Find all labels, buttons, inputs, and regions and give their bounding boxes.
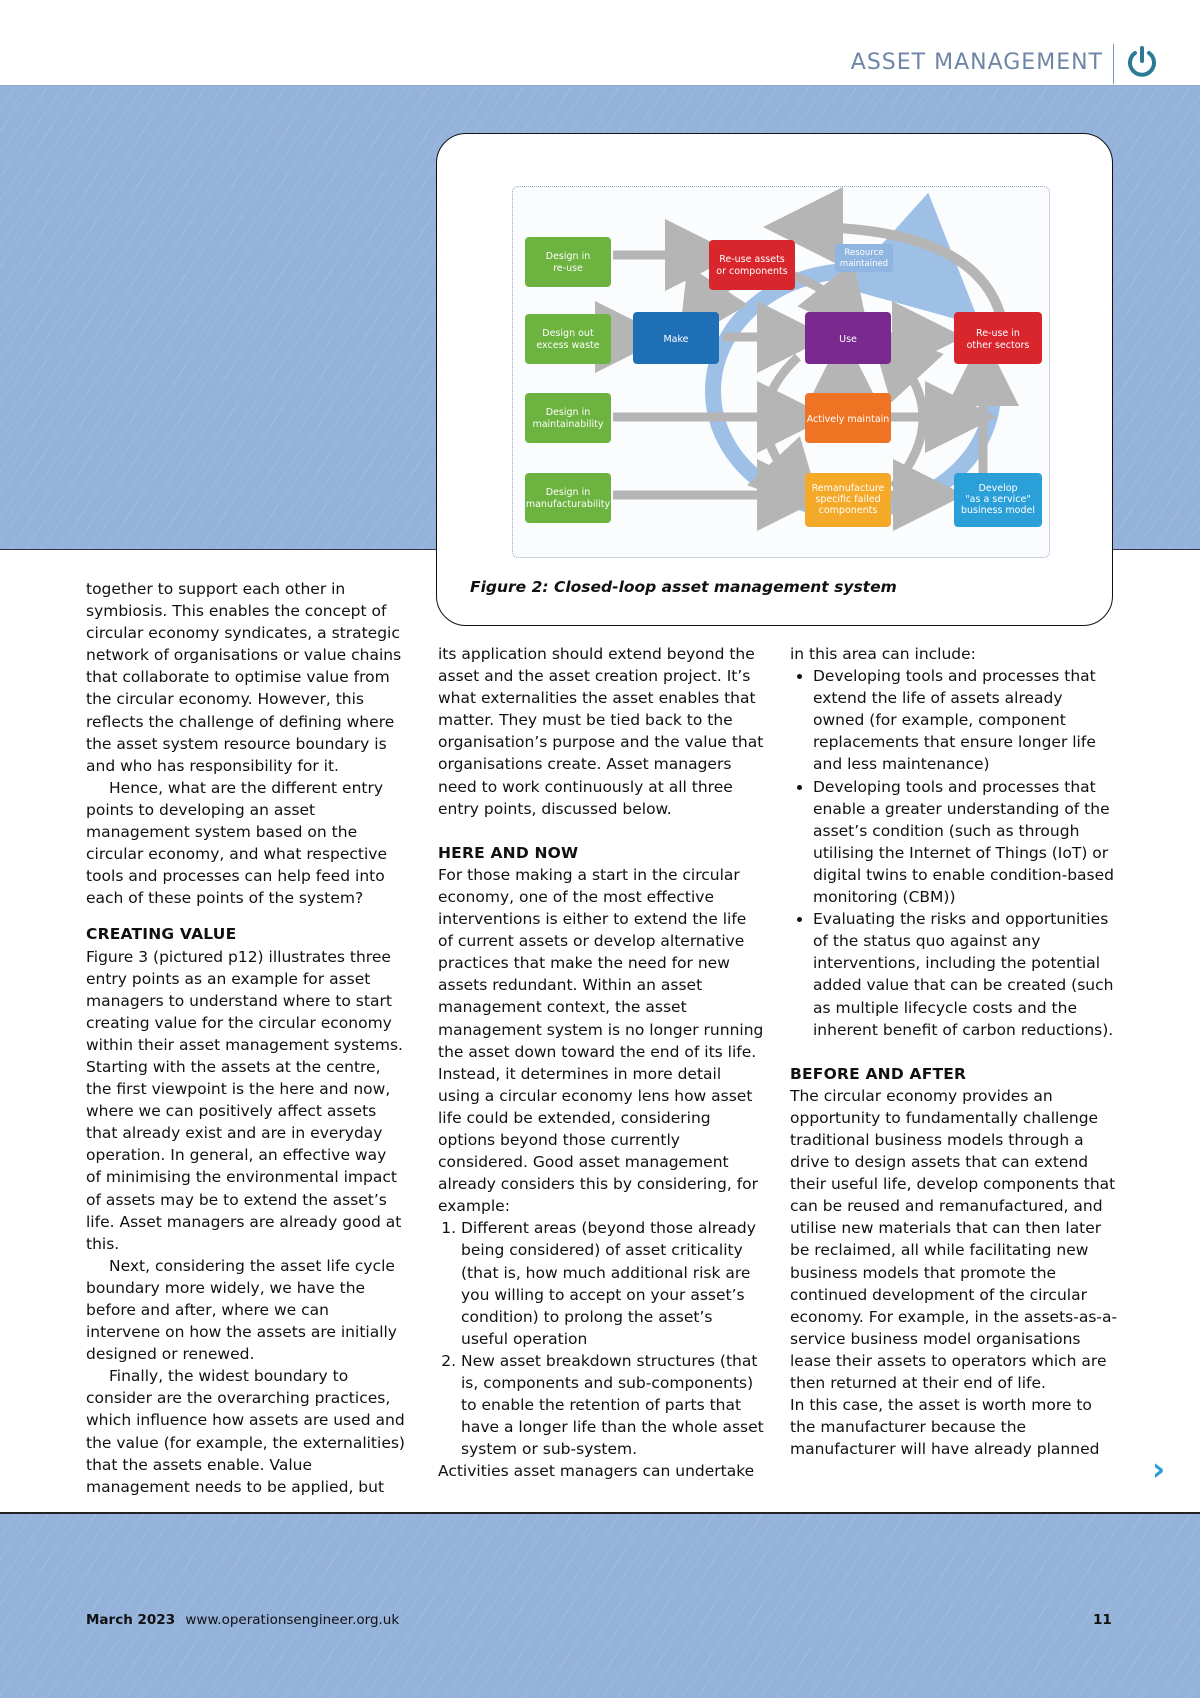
- list-item: • Developing tools and processes that enable a greater understanding of the asset’s condition (such as through utilising the Internet of Things (IoT) or digital twins to enable condition-based monitoring (CBM)): [813, 776, 1118, 909]
- svg-text:or components: or components: [716, 266, 788, 277]
- list-item: 1. Different areas (beyond those already being considered) of asset criticality (that is, how much additional risk are you willing to accept on your asset’s condition) to prolong the asset’s useful operation: [461, 1217, 764, 1350]
- paragraph: In this case, the asset is worth more to the manufacturer because the manufacturer will have already planned: [790, 1396, 1100, 1459]
- svg-text:other sectors: other sectors: [966, 340, 1030, 351]
- svg-text:Use: Use: [839, 334, 857, 345]
- node-remanufacture: [805, 473, 891, 527]
- section-heading: BEFORE AND AFTER: [790, 1064, 967, 1083]
- bullet-list: [790, 665, 1118, 1041]
- page-number: 11: [1093, 1612, 1112, 1628]
- svg-text:Design in: Design in: [545, 407, 591, 418]
- svg-text:Design out: Design out: [542, 328, 594, 339]
- node-design-waste: [525, 314, 611, 364]
- list-item: • Evaluating the risks and opportunities of the status quo against any interventions, including the potential added value that can be created (such as multiple lifecycle costs and the inherent benefit of carbon reductions).: [813, 908, 1118, 1041]
- svg-text:Re-use in: Re-use in: [976, 328, 1020, 339]
- svg-text:maintainability: maintainability: [532, 419, 604, 430]
- node-resource-maintained: [835, 244, 893, 272]
- diagram-svg: [513, 187, 1051, 559]
- svg-text:Make: Make: [663, 334, 689, 345]
- svg-text:Re-use assets: Re-use assets: [719, 254, 785, 265]
- footer: [86, 1612, 399, 1628]
- closed-loop-diagram: [512, 186, 1050, 558]
- header-divider: [1113, 44, 1114, 84]
- section-heading: HERE AND NOW: [438, 843, 579, 862]
- svg-text:components: components: [818, 505, 878, 516]
- power-icon: [1124, 44, 1160, 80]
- svg-text:Resource: Resource: [844, 248, 884, 258]
- paragraph: together to support each other in symbiosis. This enables the concept of circular economy syndicates, a strategic network of organisations or value chains that collaborate to optimise value from the circular economy. However, this reflects the challenge of defining where the asset system resource boundary is and who has responsibility for it.: [86, 580, 402, 775]
- figure-card: [436, 133, 1113, 626]
- node-actively-maintain: [805, 393, 891, 443]
- svg-text:"as a service": "as a service": [965, 494, 1031, 505]
- svg-text:maintained: maintained: [839, 259, 889, 269]
- paragraph: The circular economy provides an opportunity to fundamentally challenge traditional business models through a drive to design assets that can extend their useful life, develop components that can be reused and remanufactured, and utilise new materials that can then later be reclaimed, all while facilitating new business models that promote the continued development of the circular economy. For example, in the assets-as-a-service business model organisations lease their assets to operators which are then returned at their end of life.: [790, 1086, 1118, 1392]
- svg-text:Design in: Design in: [545, 251, 591, 262]
- paragraph: For those making a start in the circular economy, one of the most effective interventions is either to extend the life of current assets or develop alternative practices that make the need for new assets redundant. Within an asset management context, the asset management system is no longer running the asset down toward the end of its life. Instead, it determines in more detail using a circular economy lens how asset life could be extended, considering options beyond those currently considered. Good asset management already considers this by considering, for example:: [438, 865, 764, 1216]
- svg-text:business model: business model: [960, 505, 1036, 516]
- svg-text:re-use: re-use: [553, 263, 583, 274]
- text-column-2: [438, 643, 764, 1482]
- section-title: ASSET MANAGEMENT: [850, 50, 1103, 75]
- paragraph: Figure 3 (pictured p12) illustrates three entry points as an example for asset managers to understand where to start creating value for the circular economy within their asset management systems. Starting with the assets at the centre, the first viewpoint is the here and now, where we can positively affect assets that already exist and are in everyday operation. In general, an effective way of minimising the environmental impact of assets may be to extend the asset’s life. Asset managers are already good at this.: [86, 947, 403, 1253]
- figure-caption: Figure 2: Closed-loop asset management system: [470, 578, 897, 596]
- node-use: [805, 312, 891, 364]
- paragraph: Next, considering the asset life cycle boundary more widely, we have the before and after, where we can intervene on how the assets are initially designed or renewed.: [86, 1256, 397, 1364]
- svg-text:Actively maintain: Actively maintain: [806, 414, 890, 425]
- svg-text:Remanufacture: Remanufacture: [811, 483, 885, 494]
- paragraph: Finally, the widest boundary to consider are the overarching practices, which influence how assets are used and the value (for example, the externalities) that the assets enable. Value management needs to be applied, but: [86, 1367, 405, 1496]
- node-reuse-sectors: [954, 312, 1042, 364]
- list-item: • Developing tools and processes that extend the life of assets already owned (for example, component replacements that ensure longer life and less maintenance): [813, 665, 1118, 775]
- svg-text:Develop: Develop: [978, 483, 1018, 494]
- text-column-3: [790, 643, 1118, 1460]
- chevron-right-icon[interactable]: ›: [1152, 1450, 1166, 1488]
- issue-date: March 2023: [86, 1612, 176, 1628]
- node-make: [633, 312, 719, 364]
- website-link[interactable]: www.operationsengineer.org.uk: [185, 1612, 400, 1628]
- paragraph: its application should extend beyond the asset and the asset creation project. It’s what externalities the asset enables that matter. They must be tied back to the organisation’s purpose and the value that organisations create. Asset managers need to work continuously at all three entry points, discussed below.: [438, 645, 764, 818]
- page-header: [0, 0, 1200, 86]
- node-develop-service: [954, 473, 1042, 527]
- paragraph: Hence, what are the different entry points to developing an asset management system based on the circular economy, and what respective tools and processes can help feed into each of these points of the system?: [86, 778, 388, 908]
- section-heading: CREATING VALUE: [86, 925, 237, 944]
- svg-text:specific failed: specific failed: [815, 494, 881, 505]
- svg-text:excess waste: excess waste: [536, 340, 600, 351]
- node-design-reuse: [525, 237, 611, 287]
- paragraph: in this area can include:: [790, 645, 976, 663]
- svg-text:manufacturability: manufacturability: [525, 499, 611, 510]
- node-reuse-assets: [709, 240, 795, 290]
- text-column-1: [86, 578, 406, 1498]
- numbered-list: [438, 1217, 764, 1460]
- paragraph: Activities asset managers can undertake: [438, 1462, 755, 1481]
- node-design-maintainability: [525, 393, 611, 443]
- node-design-manufacturability: [525, 473, 611, 523]
- list-item: 2. New asset breakdown structures (that is, components and sub-components) to enable the retention of parts that have a longer life than the whole asset system or sub-system.: [461, 1350, 764, 1460]
- decorative-band-bottom: [0, 1512, 1200, 1698]
- svg-text:Design in: Design in: [545, 487, 591, 498]
